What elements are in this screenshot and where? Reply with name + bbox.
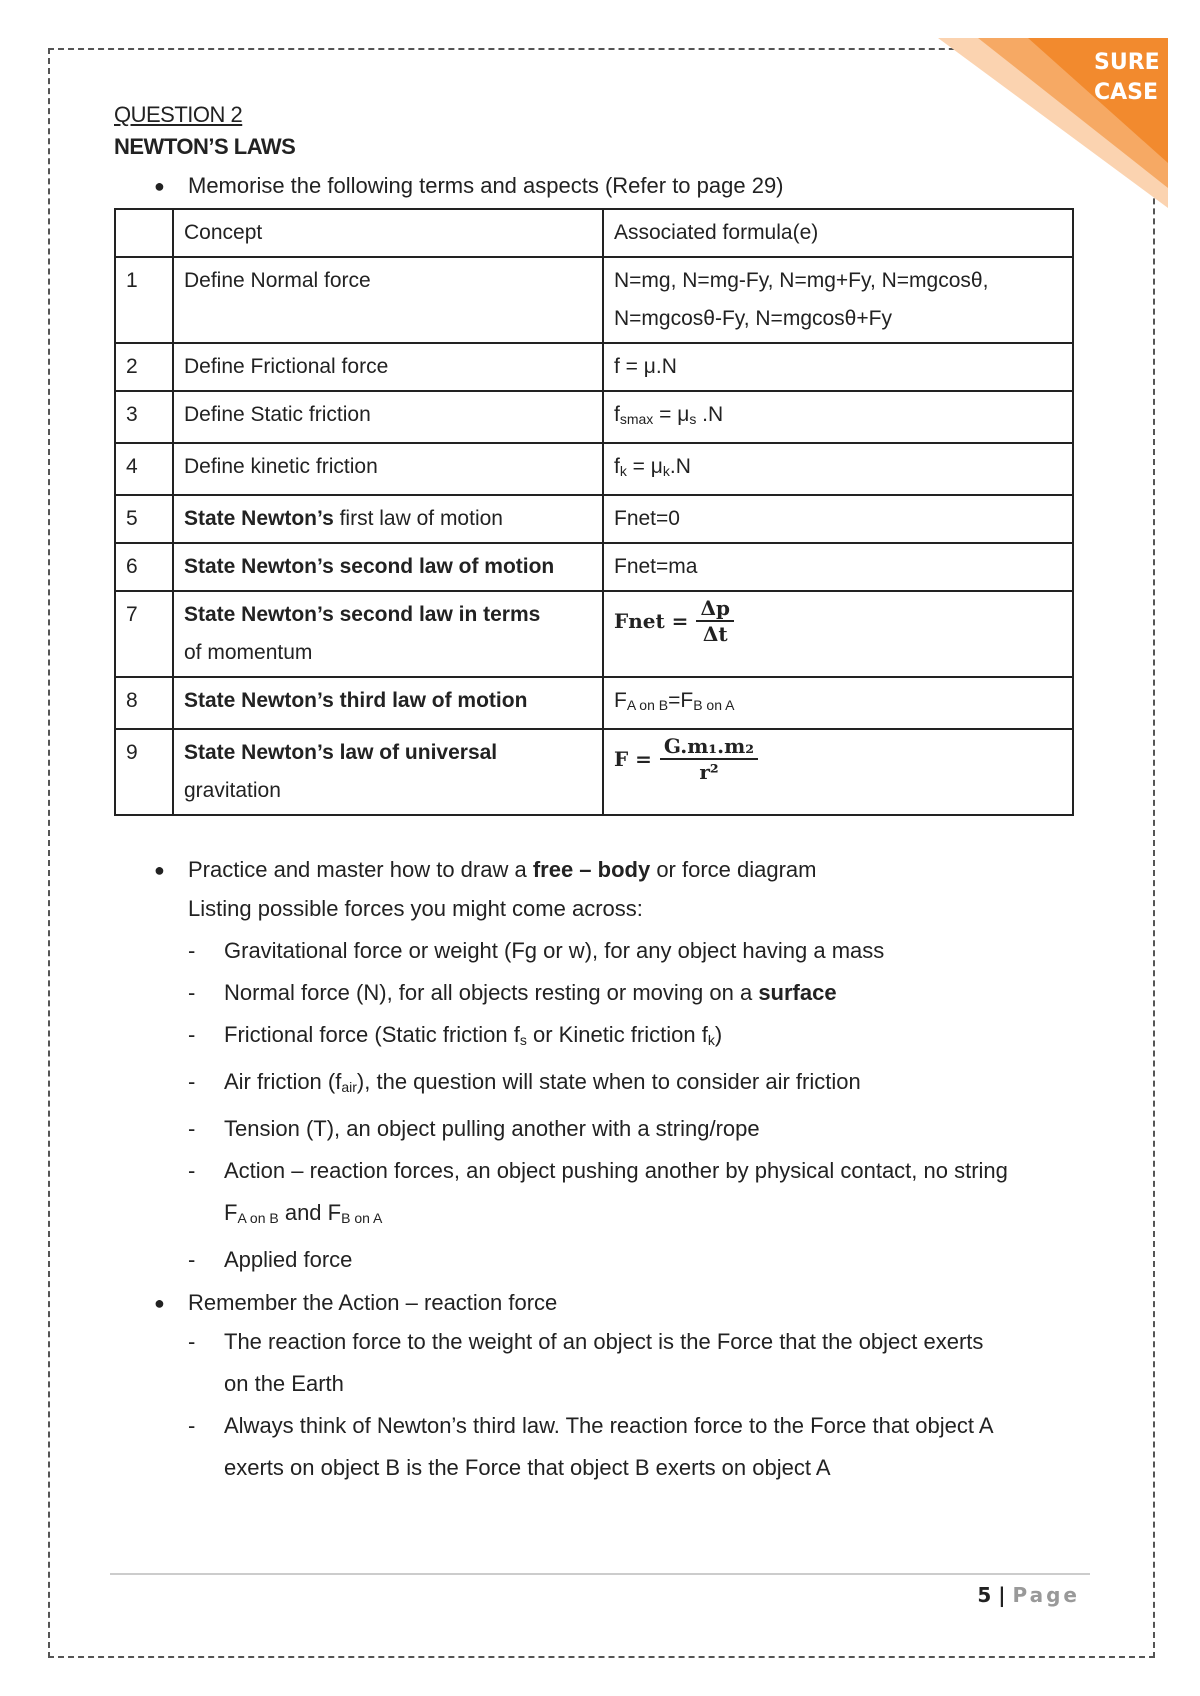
bullet-icon: ● [154, 1293, 165, 1313]
list-item: - Applied force [188, 1247, 353, 1272]
list-item: - Air friction $(f_{air})$, the question will state when to consider air friction [188, 1069, 861, 1095]
page-content [114, 100, 1094, 1489]
gravitation-formula: F = $\frac{\text{G.m₁.m₂}}{\text{r²}}$ [614, 734, 758, 784]
page-footer: 5 | Page [977, 1583, 1080, 1607]
list-item: - Normal force (N), for all objects resting or moving on a surface [188, 980, 837, 1005]
fbd-bullet: ● Practice and master how to draw a free – body or force diagram [114, 852, 1094, 888]
list-item: - Action – reaction forces, an object pushing another by physical contact, no string $F_{A on B}$ and $F_{B on A}$ [188, 1158, 1008, 1226]
list-item: - Tension (T), an object pulling another with a string/rope [188, 1116, 760, 1141]
reaction-bullet: ● Remember the Action – reaction force [114, 1285, 1094, 1321]
forces-listing-intro: Listing possible forces you might come across: [188, 896, 643, 921]
table-row: 3 Define Static friction $f_{smax} = \mu_s$ .N [115, 391, 1073, 443]
footer-divider [110, 1573, 1090, 1575]
question-title: QUESTION 2 [114, 102, 243, 127]
table-row: 5 State Newton’s first law of motion Fnet=0 [115, 495, 1073, 543]
table-row: 6 State Newton’s second law of motion Fnet=ma [115, 543, 1073, 591]
bullet-icon: ● [154, 860, 165, 880]
list-item: - Frictional force (Static friction $f_s$ or Kinetic friction $f_k$) [188, 1022, 723, 1048]
table-row: 1 Define Normal force N=mg, N=mg-Fy, N=mg+Fy, N=mgcosθ, N=mgcosθ-Fy, N=mgcosθ+Fy [115, 257, 1073, 343]
header-concept: Concept [173, 209, 603, 257]
list-item: - Always think of Newton’s third law. The reaction force to the Force that object A exerts on object B is the Force that object B exerts on object A [188, 1413, 994, 1480]
table-row: 4 Define kinetic friction $f_k = \mu_k.N$ [115, 443, 1073, 495]
momentum-formula: Fnet = $\frac{\Delta p}{\Delta t}$ [614, 596, 734, 646]
table-row: 8 State Newton’s third law of motion $F_{A on B}=F_{B on A}$ [115, 677, 1073, 729]
concepts-table [114, 208, 1074, 816]
brand-logo-text: SURE CASE [1094, 50, 1160, 105]
page-number: 5 [977, 1583, 992, 1607]
table-header-row [115, 209, 1073, 257]
topic-title: NEWTON’S LAWS [114, 134, 296, 159]
header-formula: Associated formula(e) [603, 209, 1073, 257]
list-item: - Gravitational force or weight (Fg or w), for any object having a mass [188, 938, 885, 963]
page-label: Page [1012, 1583, 1080, 1607]
table-row: 7 State Newton’s second law in terms of momentum Fnet = $\frac{\Delta p}{\Delta t}$ [115, 591, 1073, 677]
bullet-icon: ● [154, 176, 165, 196]
reaction-list [114, 1321, 1094, 1489]
intro-bullet: ● Memorise the following terms and aspects (Refer to page 29) [114, 168, 1094, 204]
forces-list [114, 930, 1094, 1281]
list-item: - The reaction force to the weight of an object is the Force that the object exerts on the Earth [188, 1329, 984, 1396]
table-row: 2 Define Frictional force f = μ.N [115, 343, 1073, 391]
table-row: 9 State Newton’s law of universal gravitation F = $\frac{\text{G.m₁.m₂}}{\text{r²}}$ [115, 729, 1073, 815]
